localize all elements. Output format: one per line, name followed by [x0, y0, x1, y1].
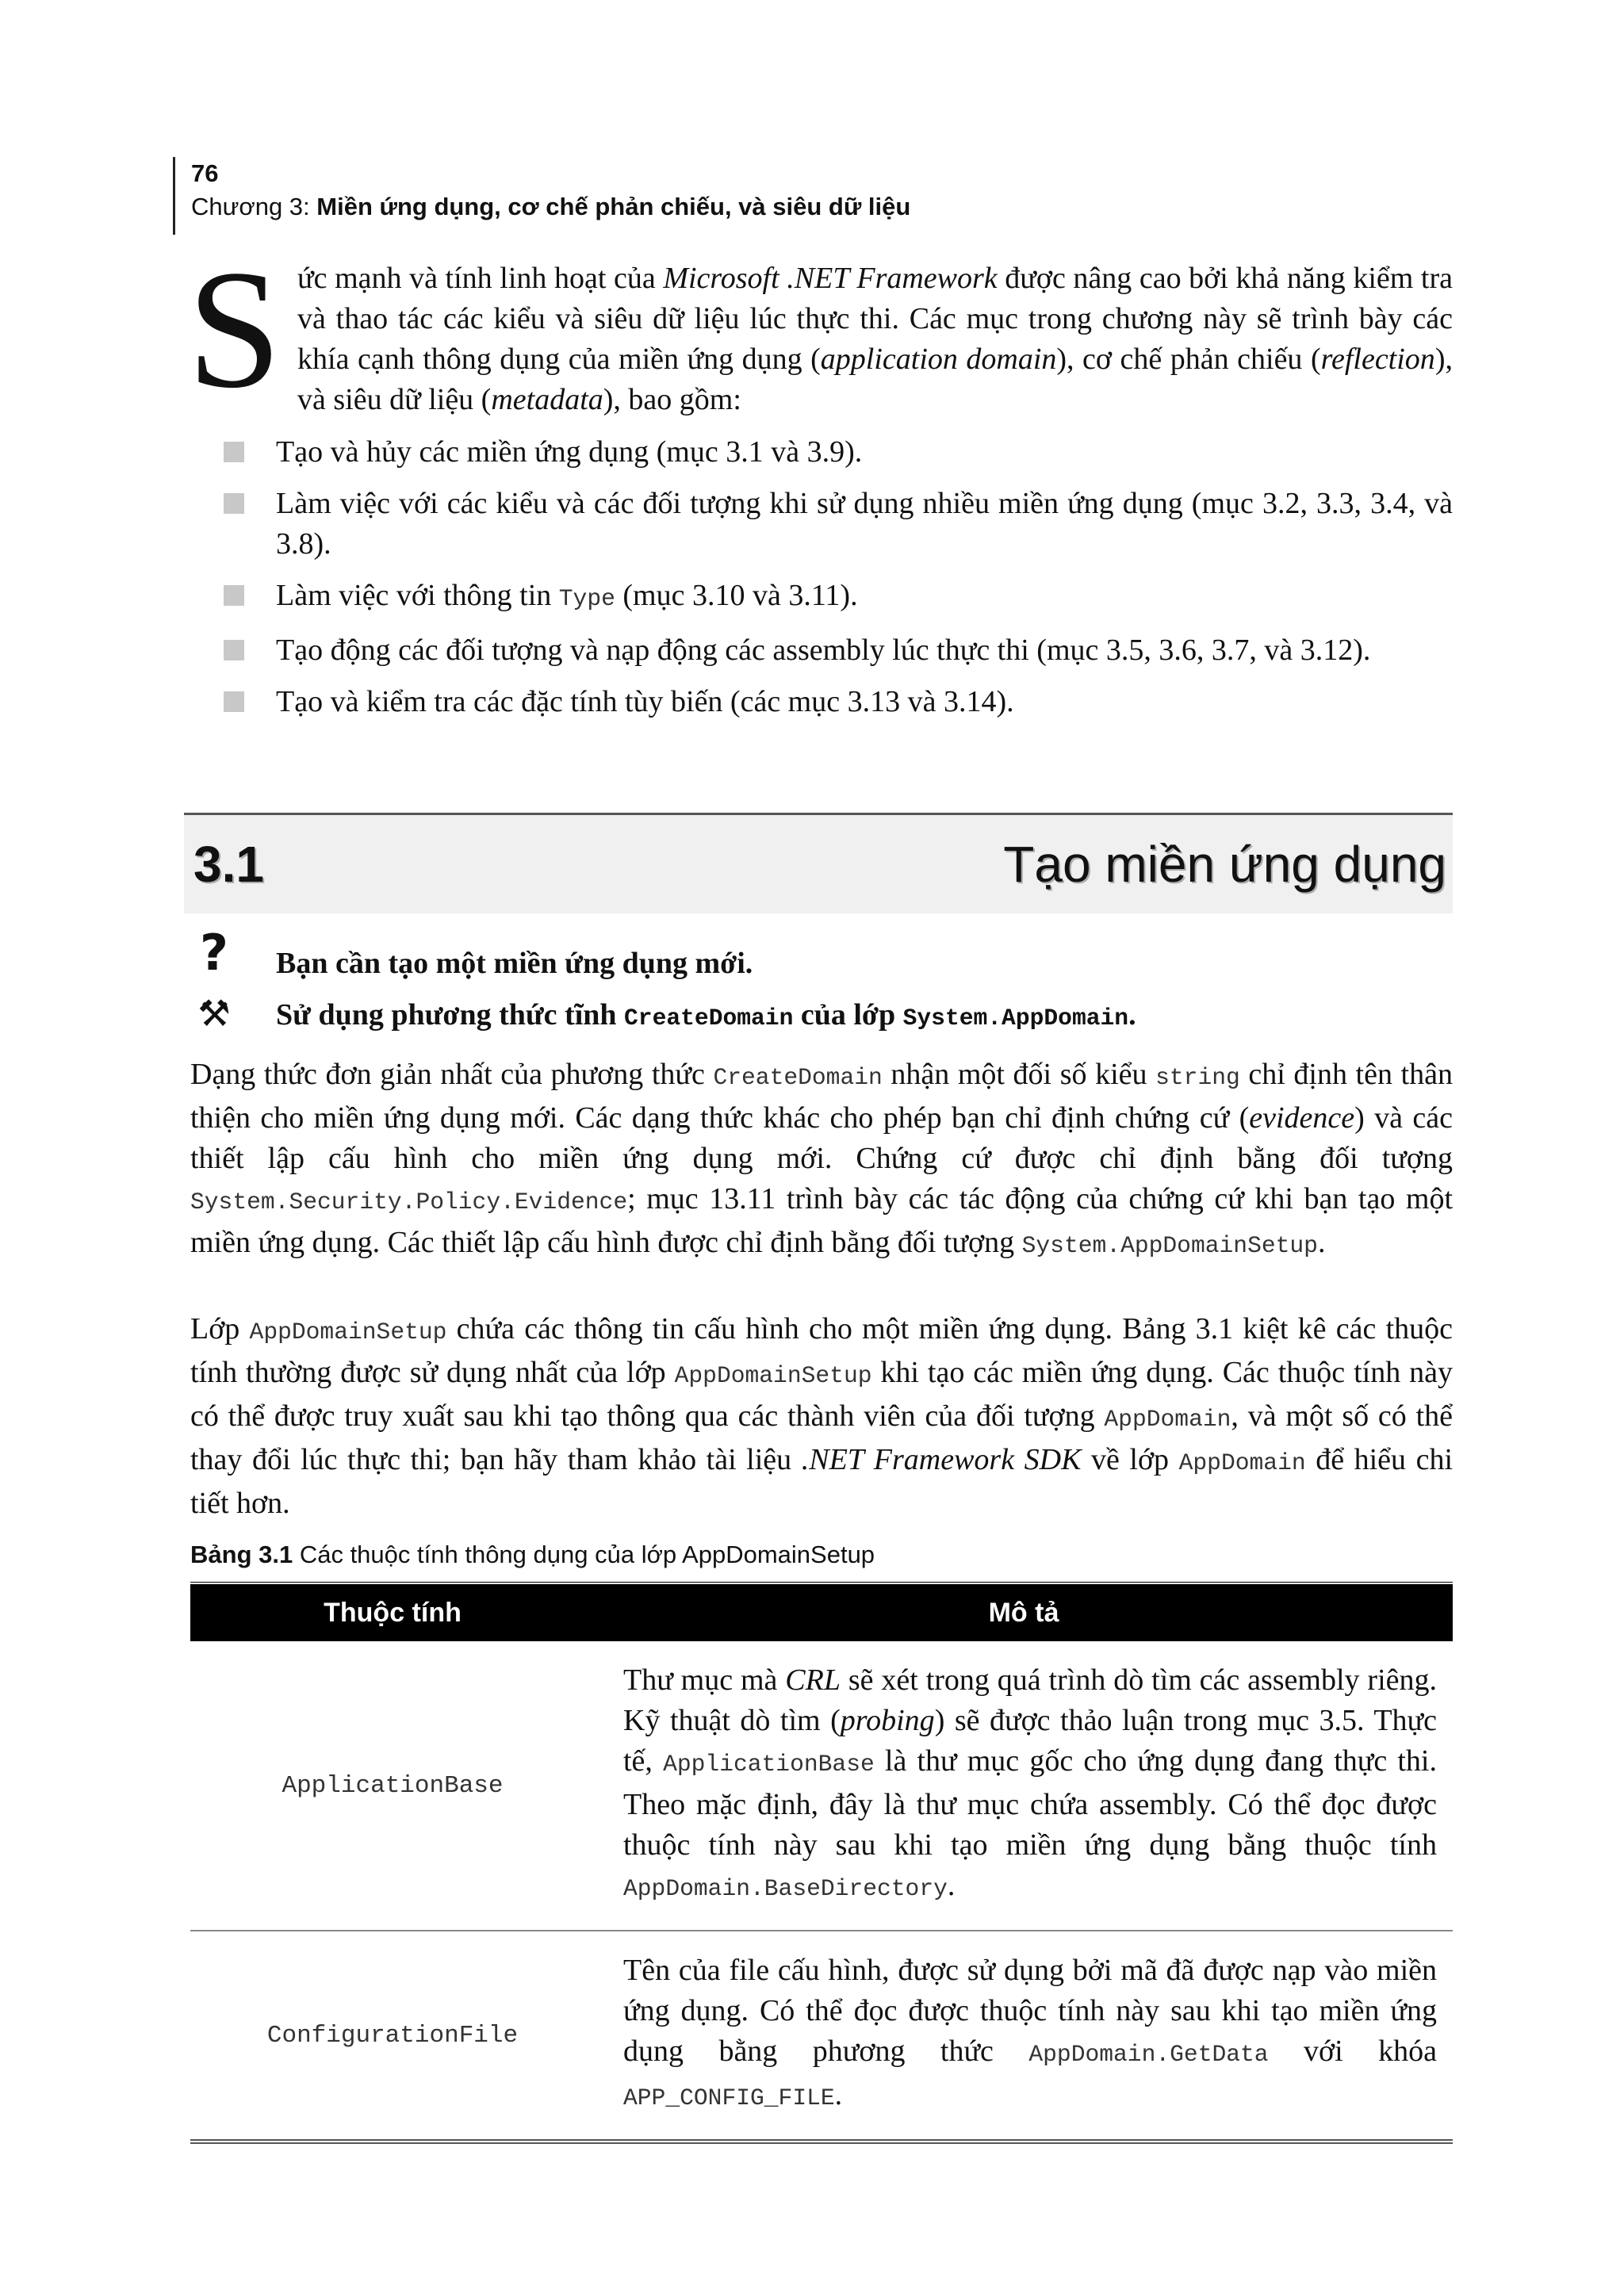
inline-code: System.Security.Policy.Evidence — [190, 1189, 628, 1215]
chapter-name: Miền ứng dụng, cơ chế phản chiếu, và siêu dữ liệu — [316, 193, 911, 220]
inline-code: AppDomainSetup — [674, 1362, 872, 1389]
chapter-prefix: Chương 3: — [191, 193, 317, 220]
body-text: nhận một đối số kiểu — [882, 1058, 1156, 1091]
body-paragraph — [190, 1055, 1453, 1266]
intro-emphasis: metadata — [491, 383, 603, 416]
table-caption-text: Các thuộc tính thông dụng của lớp AppDomainSetup — [293, 1541, 875, 1568]
tools-icon: ⚒ — [197, 992, 231, 1035]
inline-code: CreateDomain — [713, 1064, 883, 1091]
section-number: 3.1 — [193, 836, 264, 893]
drop-cap: S — [187, 235, 282, 423]
inline-code: AppDomain.GetData — [1028, 2041, 1269, 2068]
body-text: về lớp — [1081, 1443, 1179, 1476]
description-emphasis: CRL — [785, 1663, 841, 1697]
list-item — [224, 630, 1453, 671]
inline-code: AppDomainSetup — [249, 1319, 447, 1346]
list-item — [224, 682, 1453, 722]
body-text: . — [1317, 1226, 1326, 1259]
running-header — [173, 157, 910, 235]
table-header-row — [190, 1582, 1453, 1641]
description-text: . — [947, 1869, 956, 1902]
body-text: chỉ định tên thân thiện cho miền ứng dụng mới. Các dạng thức khác cho phép bạn chỉ định chứng cứ ( — [190, 1058, 1453, 1135]
body-text: , và một số có thể thay đổi lúc thực thi; bạn hãy tham khảo tài liệu — [190, 1399, 1454, 1476]
list-item-text: Tạo động các đối tượng và nạp động các assembly lúc thực thi (mục 3.5, 3.6, 3.7, và 3.12). — [276, 634, 1371, 667]
description-text: . — [834, 2078, 843, 2111]
solution-text — [276, 995, 1136, 1039]
section-title: Tạo miền ứng dụng — [1003, 836, 1446, 893]
inline-code: AppDomain — [1178, 1449, 1306, 1476]
bullet-square-icon — [224, 640, 244, 660]
body-text: Lớp — [190, 1312, 250, 1346]
table-caption — [190, 1538, 875, 1571]
intro-text: được nâng cao bởi khả năng kiểm tra và thao tác các kiểu và siêu dữ liệu lúc thực thi. Các mục trong chương này sẽ trình bày các khía cạnh thông dụng của miền ứng dụng ( — [297, 262, 1453, 376]
intro-emphasis: reflection — [1320, 343, 1435, 376]
list-item-text: Tạo và kiểm tra các đặc tính tùy biến (các mục 3.13 và 3.14). — [276, 685, 1014, 718]
solution-text-part: . — [1128, 998, 1136, 1032]
inline-code: Type — [558, 585, 615, 612]
body-paragraph — [190, 1309, 1453, 1524]
list-item-text: Tạo và hủy các miền ứng dụng (mục 3.1 và 3.9). — [276, 435, 863, 469]
topic-list — [224, 432, 1453, 733]
section-heading — [184, 813, 1453, 913]
description-text: Tên của file cấu hình, được sử dụng bởi mã đã được nạp vào miền ứng dụng. Có thể đọc được thuộc tính này sau khi tạo miền ứng dụng bằng phương thức — [623, 1954, 1437, 2068]
intro-emphasis: Microsoft .NET Framework — [663, 262, 998, 295]
list-item — [224, 484, 1453, 565]
solution-text-part: của lớp — [793, 998, 903, 1032]
body-text: chứa các thông tin cấu hình cho một miền ứng dụng. Bảng 3.1 kiệt kê các thuộc tính thường được sử dụng nhất của lớp — [190, 1312, 1453, 1389]
column-header: Mô tả — [595, 1582, 1453, 1641]
description-cell — [595, 1641, 1453, 1931]
body-text: khi tạo các miền ứng dụng. Các thuộc tính này có thể được truy xuất sau khi tạo thông qua các thành viên của đối tượng — [190, 1356, 1453, 1433]
chapter-title — [191, 190, 910, 224]
question-mark-icon: ? — [200, 924, 228, 982]
inline-code: CreateDomain — [624, 1005, 794, 1032]
table-row — [190, 1641, 1453, 1931]
intro-text: ), cơ chế phản chiếu ( — [1056, 343, 1321, 376]
inline-code: AppDomain.BaseDirectory — [623, 1875, 948, 1902]
inline-code: System.AppDomain — [902, 1005, 1129, 1032]
table-caption-label: Bảng 3.1 — [190, 1541, 293, 1568]
properties-table — [190, 1579, 1453, 2144]
inline-code: System.AppDomainSetup — [1021, 1232, 1318, 1259]
property-name-cell: ConfigurationFile — [190, 1931, 595, 2142]
list-item-text: Làm việc với thông tin — [276, 579, 559, 612]
body-text: để hiểu chi tiết hơn. — [190, 1443, 1454, 1520]
intro-text: ), và siêu dữ liệu ( — [297, 343, 1453, 416]
problem-text: Bạn cần tạo một miền ứng dụng mới. — [276, 947, 753, 980]
list-item-text: (mục 3.10 và 3.11). — [615, 579, 858, 612]
body-emphasis: evidence — [1249, 1101, 1355, 1135]
description-cell — [595, 1931, 1453, 2142]
intro-paragraph — [187, 235, 1453, 423]
bullet-square-icon — [224, 585, 244, 606]
description-text: là thư mục gốc cho ứng dụng đang thực thi. Theo mặc định, đây là thư mục chứa assembly. Có thể đọc được thuộc tính này sau khi tạo miền ứng dụng bằng thuộc tính — [623, 1744, 1437, 1862]
inline-code: APP_CONFIG_FILE — [623, 2084, 835, 2111]
list-item — [224, 432, 1453, 473]
page-number: 76 — [191, 159, 219, 187]
description-text: Thư mục mà — [623, 1663, 786, 1697]
body-text: ) và các thiết lập cấu hình cho miền ứng dụng mới. Chứng cứ được chỉ định bằng đối tượng — [190, 1101, 1453, 1175]
column-header: Thuộc tính — [190, 1582, 595, 1641]
list-item — [224, 576, 1453, 619]
intro-text: ức mạnh và tính linh hoạt của — [297, 262, 664, 295]
body-emphasis: .NET Framework SDK — [801, 1443, 1082, 1476]
description-text: sẽ xét trong quá trình dò tìm các assembly riêng. Kỹ thuật dò tìm ( — [623, 1663, 1437, 1737]
property-name-cell: ApplicationBase — [190, 1641, 595, 1931]
description-emphasis: probing — [840, 1704, 935, 1737]
bullet-square-icon — [224, 493, 244, 514]
description-text: ) sẽ được thảo luận trong mục 3.5. Thực tế, — [623, 1704, 1437, 1778]
body-text: ; mục 13.11 trình bày các tác động của chứng cứ khi bạn tạo một miền ứng dụng. Các thiết lập cấu hình được chỉ định bằng đối tượng — [190, 1182, 1453, 1259]
intro-text: ), bao gồm: — [603, 383, 741, 416]
inline-code: AppDomain — [1104, 1406, 1231, 1433]
inline-code: string — [1155, 1064, 1240, 1091]
intro-emphasis: application domain — [820, 343, 1057, 376]
bullet-square-icon — [224, 442, 244, 462]
table-row — [190, 1931, 1453, 2142]
bullet-square-icon — [224, 691, 244, 712]
body-text: Dạng thức đơn giản nhất của phương thức — [190, 1058, 714, 1091]
description-text: với khóa — [1268, 2035, 1437, 2068]
solution-text-part: Sử dụng phương thức tĩnh — [276, 998, 625, 1032]
inline-code: ApplicationBase — [663, 1751, 875, 1778]
list-item-text: Làm việc với các kiểu và các đối tượng khi sử dụng nhiều miền ứng dụng (mục 3.2, 3.3, 3.4, và 3.8). — [276, 487, 1453, 561]
